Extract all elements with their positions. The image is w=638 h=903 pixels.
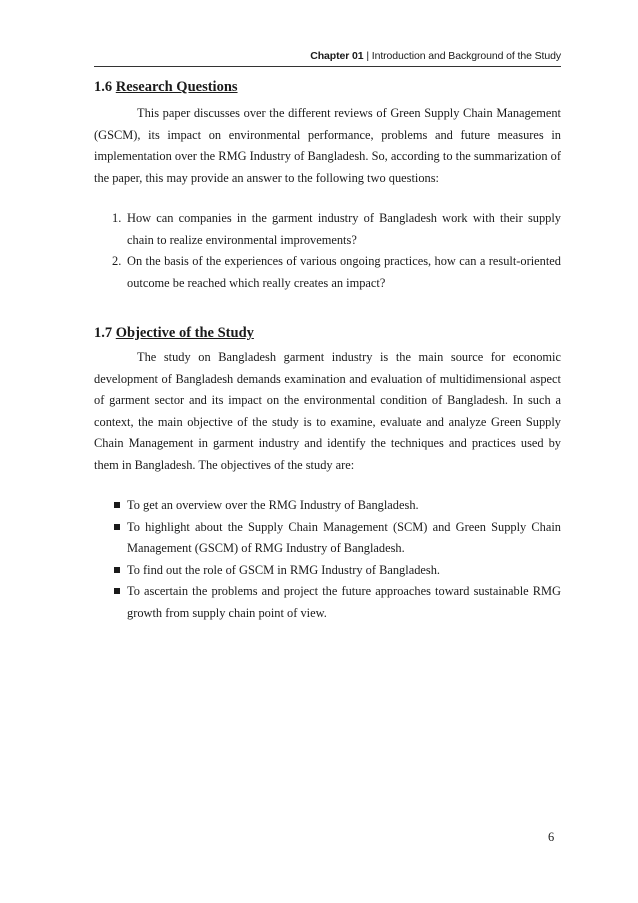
header-separator: | [363, 50, 372, 62]
research-questions-list [94, 208, 561, 294]
page-number: 6 [548, 830, 555, 844]
objective-text: To find out the role of GSCM in RMG Industry of Bangladesh. [127, 562, 441, 577]
header-chapter: Chapter 01 [310, 50, 364, 62]
objective-item [94, 495, 561, 517]
header-rule [94, 66, 561, 67]
objective-item [94, 581, 561, 624]
objective-item [94, 560, 561, 582]
question-number: 1. [112, 211, 122, 225]
section-heading-1-7 [94, 324, 561, 342]
running-header [94, 50, 561, 62]
section-number: 1.6 [94, 79, 113, 95]
section-title: Research Questions [115, 79, 238, 95]
objective-paragraph: The study on Bangladesh garment industry is the main source for economic development of Bangladesh demands examination and evaluation of multidimensional aspect of garment sector and its impact on the environmental condition of Bangladesh. In such a context, the main objective of the study is to examine, evaluate and analyze Green Supply Chain Management in garment industry and identify the techniques and practices used by them in Bangladesh. The objectives of the study are: [94, 350, 561, 472]
section-number: 1.7 [94, 325, 113, 341]
objective-item [94, 517, 561, 560]
objective-text: To highlight about the Supply Chain Management (SCM) and Green Supply Chain Management (GSCM) of RMG Industry of Bangladesh. [127, 519, 561, 555]
objective-text: To get an overview over the RMG Industry of Bangladesh. [127, 498, 419, 512]
square-bullet-icon [114, 524, 120, 530]
question-item [94, 208, 561, 251]
question-number: 2. [112, 254, 122, 268]
section-title: Objective of the Study [115, 325, 254, 341]
square-bullet-icon [114, 567, 120, 573]
square-bullet-icon [114, 588, 120, 594]
section-heading-1-6 [94, 78, 561, 96]
header-title: Introduction and Background of the Study [371, 50, 561, 62]
objectives-list [94, 495, 561, 624]
question-item [94, 251, 561, 294]
square-bullet-icon [114, 502, 120, 508]
research-questions-paragraph: This paper discusses over the different reviews of Green Supply Chain Management (GSCM), its impact on environmental performance, problems and future measures in implementation over the RMG Industry of Bangladesh. So, according to the summarization of the paper, this may provide an answer to the following two questions: [94, 106, 561, 185]
objective-text: To ascertain the problems and project the future approaches toward sustainable RMG growth from supply chain point of view. [127, 584, 561, 620]
page-body [94, 72, 561, 624]
question-text: On the basis of the experiences of various ongoing practices, how can a result-oriented outcome be reached which really creates an impact? [127, 254, 561, 290]
question-text: How can companies in the garment industry of Bangladesh work with their supply chain to realize environmental improvements? [127, 211, 561, 247]
